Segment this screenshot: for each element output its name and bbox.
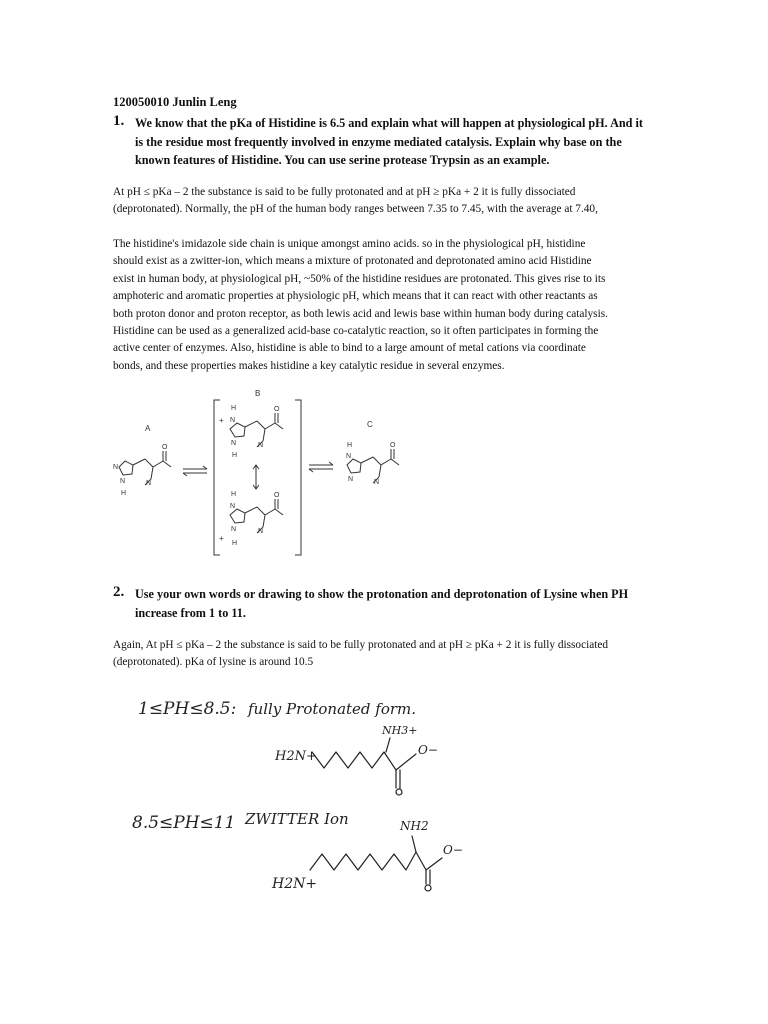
svg-text:H: H (231, 405, 237, 412)
h2n-plus-label-2: H2N+ (272, 876, 318, 892)
equilibrium-arrow-ab (183, 466, 207, 476)
svg-text:H: H (231, 491, 237, 498)
ph-range-1: 1≤PH≤8.5: (138, 699, 237, 719)
paragraph-line: amphoteric and aromatic properties at physiologic pH, which means that it can react with other reactants as (113, 290, 598, 303)
structure-label-c: C (367, 420, 373, 429)
equilibrium-arrow-bc (309, 462, 333, 472)
svg-text:N: N (230, 417, 236, 424)
paragraph-line: exist in human body, at physiological pH, ~50% of the histidine residues are protonated. This gives rise to its (113, 272, 606, 285)
structure-label-b: B (255, 389, 261, 398)
resonance-arrow (253, 465, 259, 489)
question-1-number: 1. (113, 113, 125, 129)
svg-text:N: N (113, 464, 119, 471)
paragraph-1 (113, 184, 678, 219)
paragraph-line: Histidine can be used as a generalized acid-base co-catalytic reaction, so it often participates in forming the (113, 325, 599, 338)
paragraph-line: active center of enzymes. Also, histidine is able to bind to a large amount of metal cations via coordinate (113, 342, 586, 355)
svg-text:O: O (390, 442, 396, 449)
svg-text:N: N (258, 442, 264, 449)
svg-text:N: N (258, 528, 264, 535)
paragraph-line: Again, At pH ≤ pKa – 2 the substance is said to be fully protonated and at pH ≥ pKa + 2 it is fully dissociated (113, 639, 609, 651)
paragraph-line: (deprotonated). Normally, the pH of the human body ranges between 7.35 to 7.45, with the average at 7.40, (113, 203, 598, 216)
paragraph-line: At pH ≤ pKa – 2 the substance is said to be fully protonated and at pH ≥ pKa + 2 it is fully dissociated (113, 186, 576, 198)
svg-text:O: O (274, 406, 280, 413)
structure-label-a: A (145, 424, 151, 433)
form-label-1: fully Protonated form. (248, 700, 417, 718)
svg-text:N: N (231, 440, 237, 447)
svg-text:N: N (231, 526, 237, 533)
svg-text:N: N (348, 476, 354, 483)
h2n-plus-label-1: H2N+ (275, 749, 317, 764)
svg-text:+: + (219, 416, 224, 425)
histidine-resonance-diagram (105, 385, 425, 560)
paragraph-line: both proton donor and proton receptor, as both lewis acid and lewis base within human body during catalysis. (113, 307, 608, 320)
svg-text:N: N (120, 478, 126, 485)
paragraph-line: (deprotonated). pKa of lysine is around 10.5 (113, 656, 314, 669)
svg-text:N: N (146, 480, 152, 487)
structure-b-bottom (219, 491, 283, 547)
structure-b-top (219, 405, 283, 459)
lysine-handwritten-drawing (120, 680, 550, 920)
ph-range-2: 8.5≤PH≤11 (132, 813, 236, 833)
svg-text:N: N (230, 503, 236, 510)
paragraph-3 (113, 637, 678, 672)
svg-text:H: H (347, 442, 353, 449)
svg-text:O: O (274, 492, 280, 499)
svg-text:N: N (346, 453, 352, 460)
paragraph-line: The histidine's imidazole side chain is unique amongst amino acids. so in the physiological pH, histidine (113, 238, 586, 250)
question-1 (113, 114, 673, 170)
nh2-label: NH2 (400, 819, 429, 833)
o-minus-label-1: O− (418, 743, 438, 757)
question-1-line: We know that the pKa of Histidine is 6.5 and explain what will happen at physiological pH. And it (135, 116, 643, 130)
svg-text:H: H (232, 452, 238, 459)
question-2-number: 2. (113, 584, 125, 600)
question-2 (113, 585, 673, 622)
lysine-chain-2 (310, 836, 442, 891)
svg-text:H: H (121, 490, 127, 497)
paragraph-line: should exist as a zwitter-ion, which means a mixture of protonated and deprotonated amino acid Histidine (113, 255, 592, 268)
paragraph-line: bonds, and these properties makes histidine a key catalytic residue in several enzymes. (113, 359, 505, 372)
svg-text:O: O (162, 444, 168, 451)
form-label-2: ZWITTER Ion (245, 810, 349, 828)
bracket-right (295, 400, 301, 555)
question-1-line: is the residue most frequently involved in enzyme mediated catalysis. Explain why base on the (135, 134, 622, 149)
structure-c (346, 442, 399, 486)
paragraph-2 (113, 236, 678, 375)
svg-text:N: N (374, 479, 380, 486)
svg-text:+: + (219, 534, 224, 543)
author-line: 120050010 Junlin Leng (113, 95, 237, 109)
structure-a (113, 444, 171, 497)
o-minus-label-2: O− (443, 843, 463, 857)
lysine-chain-1 (312, 738, 416, 795)
question-1-line: known features of Histidine. You can use serine protease Trypsin as an example. (135, 153, 550, 167)
question-2-line: increase from 1 to 11. (135, 605, 246, 620)
svg-text:H: H (232, 540, 238, 547)
question-2-line: Use your own words or drawing to show the protonation and deprotonation of Lysine when PH (135, 587, 629, 601)
nh3-plus-label: NH3+ (382, 724, 418, 737)
